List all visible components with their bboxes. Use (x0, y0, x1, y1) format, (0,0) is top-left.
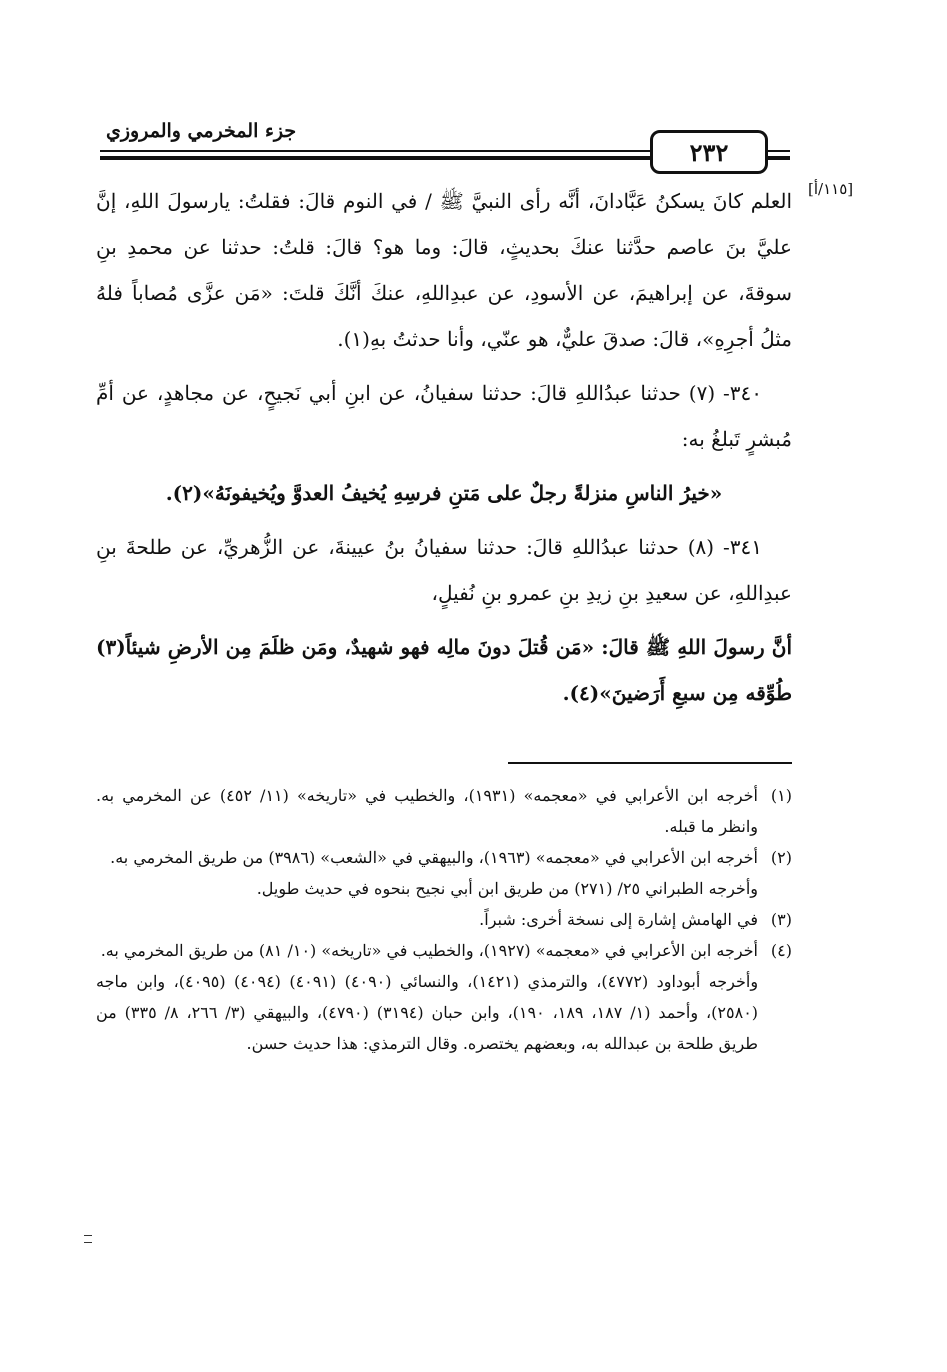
footnote-number: (١) (770, 786, 793, 805)
footnotes (96, 780, 792, 1059)
footnote-number: (٤) (770, 941, 792, 960)
footnote-divider (508, 762, 792, 764)
folio-marker: [١١٥/أ] (808, 180, 854, 198)
footnote-1 (96, 780, 792, 842)
footnote-text: أخرجه ابن الأعرابي في «معجمه» (١٩٦٣)، والبيهقي في «الشعب» (٣٩٨٦) من طريق المخرمي به. (110, 848, 758, 867)
hadith-340: ٣٤٠- (٧) حدثنا عبدُاللهِ قالَ: حدثنا سفيانُ، عن ابنِ أبي نَجيحٍ، عن مجاهدٍ، عن أمِّ مُبشرٍ تَبلغُ به: (96, 381, 792, 451)
footnote-text: أخرجه ابن الأعرابي في «معجمه» (١٩٢٧)، والخطيب في «تاريخه» (١٠/ ٨١) من طريق المخرمي به. (100, 941, 758, 960)
footnote-text: أخرجه ابن الأعرابي في «معجمه» (١٩٣١)، والخطيب في «تاريخه» (١١/ ٤٥٢) عن المخرمي به. وانظر ما قبله. (96, 786, 759, 836)
footnote-4-continuation: وأخرجه أبوداود (٤٧٧٢)، والترمذي (١٤٢١)، والنسائي (٤٠٩٠) (٤٠٩١) (٤٠٩٤) (٤٠٩٥)، وابن ماجه (٢٥٨٠)، وأحمد (١/ ١٨٧، ١٨٩، ١٩٠)، وابن حبان (٣١٩٤) (٤٧٩٠)، والبيهقي (٣/ ٢٦٦، ٨/ ٣٣٥) من طريق طلحة بن عبدالله به، وبعضهم يختصره. وقال الترمذي: هذا حديث حسن. (96, 972, 759, 1053)
footnote-number: (٢) (770, 848, 792, 867)
margin-mark (84, 1235, 92, 1243)
footnote-number: (٣) (770, 910, 792, 929)
page-number: ٢٣٢ (650, 130, 768, 174)
main-text (96, 178, 792, 716)
footnote-4 (96, 935, 792, 966)
footnote-2-continuation: وأخرجه الطبراني ٢٥/ (٢٧١) من طريق ابن أبي نجيح بنحوه في حديث طويل. (256, 879, 758, 898)
hadith-341: ٣٤١- (٨) حدثنا عبدُاللهِ قالَ: حدثنا سفيانُ بنُ عيينةَ، عن الزُّهريِّ، عن طلحةَ بنِ عبدِاللهِ، عن سعيدِ بنِ زيدِ بنِ عمرو بنِ نُفيلٍ، (96, 535, 792, 605)
footnote-text: في الهامش إشارة إلى نسخة أخرى: شبراً. (479, 910, 758, 929)
footnote-2 (96, 842, 792, 873)
footnote-3 (96, 904, 792, 935)
page-header (100, 100, 790, 170)
running-title: جزء المخرمي والمروزي (106, 120, 297, 142)
paragraph-1: العلم كانَ يسكنُ عَبَّادانَ، أنَّه رأى النبيَّ ﷺ / في النوم قالَ: فقلتُ: يارسولَ اللهِ، إنَّ عليَّ بنَ عاصم حدَّثنا عنكَ بحديثٍ، قالَ: وما هو؟ قالَ: قلتُ: حدثنا عن محمدِ بنِ سوقةَ، عن إبراهيمَ، عن الأسودِ، عن عبدِاللهِ، عنكَ أنَّكَ قلتَ: «مَن عزَّى مُصاباً فلهُ مثلُ أجرِهِ»، قالَ: صدقَ عليٌّ، هو عنّي، وأنا حدثتُ بهِ(١). (96, 189, 792, 351)
hadith-341-matn: أنَّ رسولَ اللهِ ﷺ قالَ: «مَن قُتلَ دونَ مالِه فهو شهيدٌ، ومَن ظلَمَ مِن الأرضِ شيئاً(٣) طُوِّقه مِن سبعِ أَرَضينَ»(٤). (96, 635, 792, 705)
hadith-340-matn: «خيرُ الناسِ منزلةً رجلٌ على مَتنِ فرسِهِ يُخيفُ العدوَّ ويُخيفونَهُ»(٢). (165, 481, 723, 505)
